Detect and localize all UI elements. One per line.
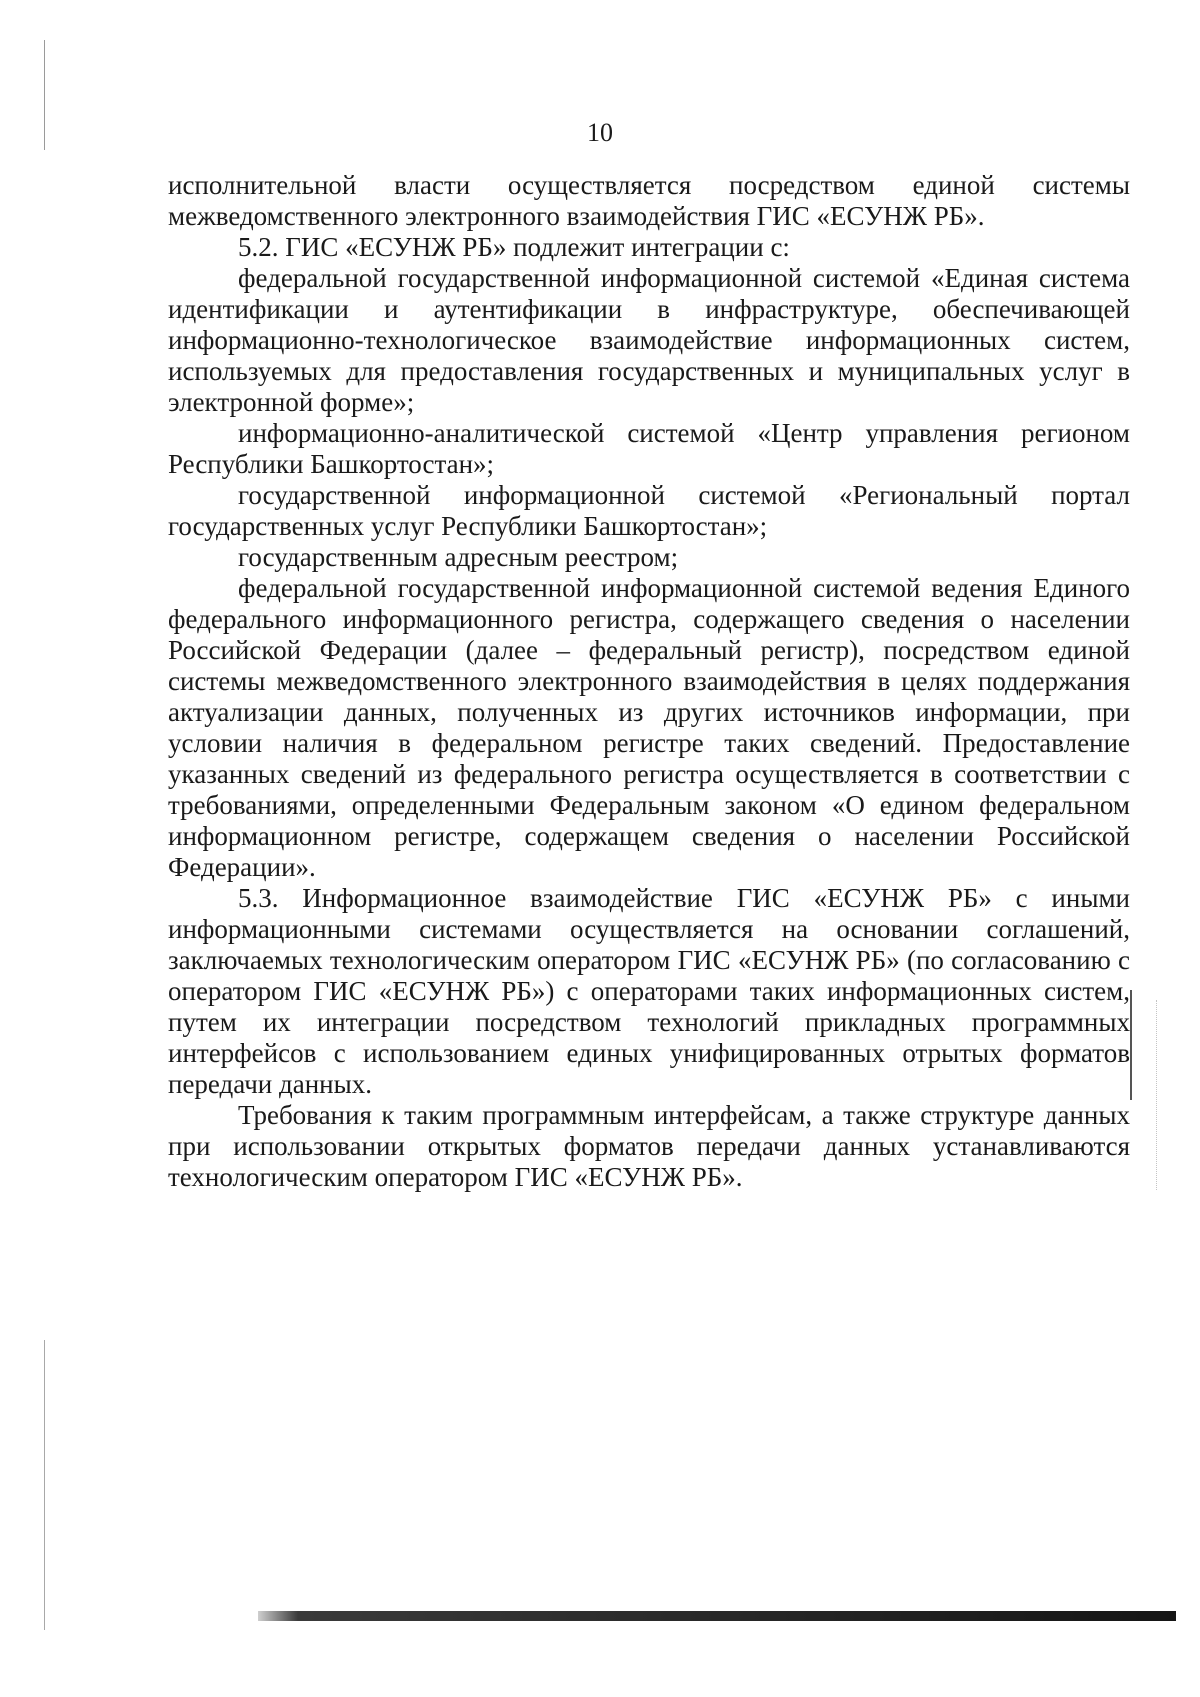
- scan-edge-line-bottom: [44, 1340, 45, 1630]
- list-item-region-center: информационно-аналитической системой «Центр управления регионом Республики Башкортостан»;: [168, 418, 1130, 479]
- list-item-portal: государственной информационной системой «Региональный портал государственных услуг Республики Башкортостан»;: [168, 480, 1130, 541]
- list-item-esia: федеральной государственной информационной системой «Единая система идентификации и аутентификации в инфраструктуре, обеспечивающей информационно-технологическое взаимодействие информационных систем, используемых для предоставления государственных и муниципальных услуг в электронной форме»;: [168, 263, 1130, 417]
- paragraph-5-3: 5.3. Информационное взаимодействие ГИС «ЕСУНЖ РБ» с иными информационными системами осуществляется на основании соглашений, заключаемых технологическим оператором ГИС «ЕСУНЖ РБ» (по согласованию с оператором ГИС «ЕСУНЖ РБ») с операторами таких информационных систем, путем их интеграции посредством технологий прикладных программных интерфейсов с использованием единых унифицированных отрытых форматов передачи данных.: [168, 883, 1130, 1099]
- paragraph-continuation: исполнительной власти осуществляется посредством единой системы межведомственного электронного взаимодействия ГИС «ЕСУНЖ РБ».: [168, 170, 1130, 231]
- page-number: 10: [587, 118, 613, 147]
- paragraph-5-2: 5.2. ГИС «ЕСУНЖ РБ» подлежит интеграции с:: [238, 232, 790, 262]
- list-item-address-registry: государственным адресным реестром;: [238, 542, 679, 572]
- list-item-federal-register: федеральной государственной информационной системой ведения Единого федерального информационного регистра, содержащего сведения о населении Российской Федерации (далее – федеральный регистр), посредством единой системы межведомственного электронного взаимодействия в целях поддержания актуализации данных, полученных из других источников информации, при условии наличия в федеральном регистре таких сведений. Предоставление указанных сведений из федерального регистра осуществляется в соответствии с требованиями, определенными Федеральным законом «О едином федеральном информационном регистре, содержащем сведения о населении Российской Федерации».: [168, 573, 1130, 882]
- paragraph-requirements: Требования к таким программным интерфейсам, а также структуре данных при использовании открытых форматов передачи данных устанавливаются технологическим оператором ГИС «ЕСУНЖ РБ».: [168, 1100, 1130, 1192]
- document-body: [168, 170, 1130, 1193]
- scan-mark-right: [1130, 990, 1132, 1100]
- scan-dots-right: [1156, 1000, 1158, 1190]
- scan-bottom-bar: [258, 1611, 1176, 1621]
